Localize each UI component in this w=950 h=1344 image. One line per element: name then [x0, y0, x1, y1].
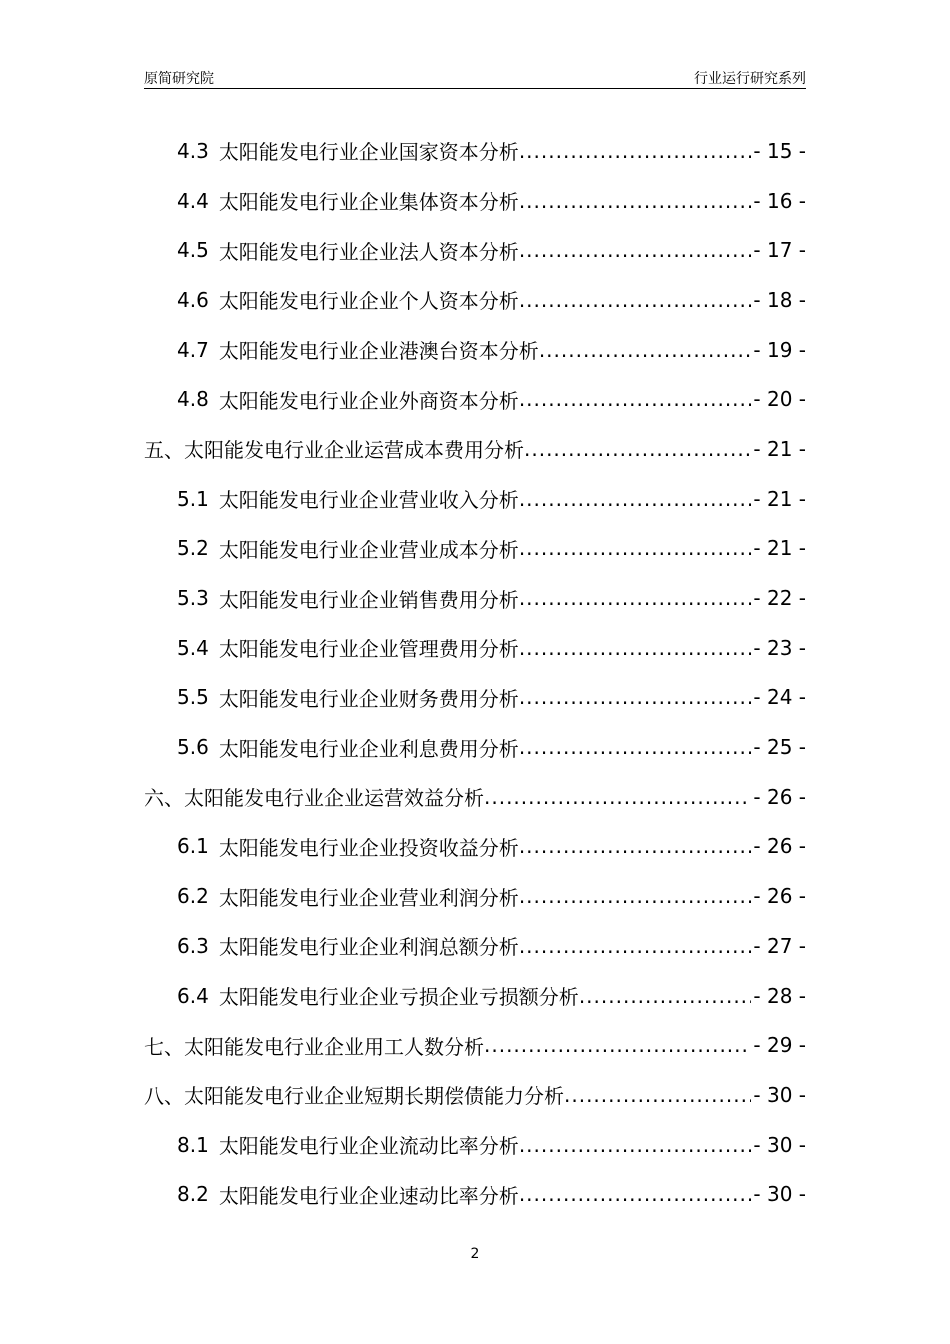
- toc-entry[interactable]: [144, 573, 806, 623]
- toc-entry-title: 太阳能发电行业企业个人资本分析: [218, 289, 519, 314]
- toc-entry-number: 6.4: [177, 983, 209, 1008]
- toc-entry-title: 太阳能发电行业企业营业成本分析: [218, 537, 519, 562]
- toc-entry-title: 太阳能发电行业企业利润总额分析: [218, 935, 519, 960]
- toc-entry-title: 八、太阳能发电行业企业短期长期偿债能力分析: [144, 1084, 564, 1109]
- page-number: 2: [470, 1246, 480, 1262]
- toc-entry-number: 8.2: [177, 1182, 209, 1207]
- toc-entry-title: 五、太阳能发电行业企业运营成本费用分析: [144, 438, 524, 463]
- toc-leader-dots: [519, 387, 752, 411]
- toc-entry-title: 太阳能发电行业企业速动比率分析: [218, 1183, 519, 1208]
- toc-leader-dots: [519, 189, 752, 213]
- toc-entry-page: - 28 -: [753, 983, 806, 1008]
- toc-entry-title: 七、太阳能发电行业企业用工人数分析: [144, 1034, 484, 1059]
- toc-entry-number: 4.8: [177, 387, 209, 412]
- toc-entry-page: - 30 -: [753, 1182, 806, 1207]
- toc-entry-number: 5.1: [177, 486, 209, 511]
- toc-entry-number: 4.5: [177, 238, 209, 263]
- toc-entry[interactable]: [144, 1020, 806, 1070]
- toc-entry-title: 太阳能发电行业企业财务费用分析: [218, 686, 519, 711]
- toc-entry-title: 六、太阳能发电行业企业运营效益分析: [144, 786, 484, 811]
- toc-entry[interactable]: [144, 1120, 806, 1170]
- toc-entry-page: - 17 -: [753, 238, 806, 263]
- toc-entry[interactable]: [144, 474, 806, 524]
- toc-leader-dots: [519, 884, 752, 908]
- toc-entry-page: - 21 -: [753, 486, 806, 511]
- toc-entry-number: 4.6: [177, 287, 209, 312]
- toc-entry[interactable]: [144, 623, 806, 673]
- toc-leader-dots: [519, 288, 752, 312]
- toc-entry-page: - 19 -: [753, 337, 806, 362]
- toc-entry[interactable]: [144, 673, 806, 723]
- toc-entry-page: - 15 -: [753, 138, 806, 163]
- toc-entry-page: - 29 -: [753, 1033, 806, 1058]
- toc-entry-title: 太阳能发电行业企业利息费用分析: [218, 736, 519, 761]
- header-series-name: 行业运行研究系列: [694, 71, 806, 87]
- toc-leader-dots: [519, 586, 752, 610]
- toc-entry-page: - 26 -: [753, 884, 806, 909]
- toc-leader-dots: [519, 1133, 752, 1157]
- toc-entry[interactable]: [144, 772, 806, 822]
- toc-entry-number: 5.4: [177, 635, 209, 660]
- toc-entry-page: - 21 -: [753, 436, 806, 461]
- toc-entry[interactable]: [144, 524, 806, 574]
- toc-entry-page: - 20 -: [753, 387, 806, 412]
- toc-entry[interactable]: [144, 225, 806, 275]
- toc-entry-page: - 30 -: [753, 1082, 806, 1107]
- toc-leader-dots: [519, 685, 752, 709]
- toc-leader-dots: [519, 487, 752, 511]
- toc-entry[interactable]: [144, 822, 806, 872]
- toc-entry-page: - 26 -: [753, 784, 806, 809]
- toc-entry-number: 4.7: [177, 337, 209, 362]
- toc-entry-title: 太阳能发电行业企业营业收入分析: [218, 488, 519, 513]
- toc-entry[interactable]: [144, 1169, 806, 1219]
- toc-entry[interactable]: [144, 126, 806, 176]
- toc-leader-dots: [519, 238, 752, 262]
- toc-entry[interactable]: [144, 424, 806, 474]
- table-of-contents: [144, 126, 806, 1219]
- toc-entry-number: 5.3: [177, 586, 209, 611]
- toc-entry[interactable]: [144, 374, 806, 424]
- toc-entry-number: 4.3: [177, 138, 209, 163]
- toc-entry[interactable]: [144, 275, 806, 325]
- toc-entry-page: - 30 -: [753, 1132, 806, 1157]
- toc-entry-page: - 24 -: [753, 685, 806, 710]
- toc-entry-page: - 22 -: [753, 586, 806, 611]
- toc-entry[interactable]: [144, 871, 806, 921]
- toc-leader-dots: [564, 1083, 751, 1107]
- toc-entry[interactable]: [144, 1070, 806, 1120]
- toc-entry-title: 太阳能发电行业企业亏损企业亏损额分析: [218, 985, 579, 1010]
- toc-entry-page: - 25 -: [753, 735, 806, 760]
- toc-leader-dots: [519, 834, 752, 858]
- toc-leader-dots: [519, 536, 752, 560]
- toc-leader-dots: [484, 785, 751, 809]
- toc-entry[interactable]: [144, 325, 806, 375]
- toc-entry-title: 太阳能发电行业企业投资收益分析: [218, 835, 519, 860]
- toc-entry[interactable]: [144, 722, 806, 772]
- toc-entry-page: - 26 -: [753, 834, 806, 859]
- toc-entry-number: 5.6: [177, 735, 209, 760]
- toc-leader-dots: [519, 139, 752, 163]
- toc-entry-title: 太阳能发电行业企业国家资本分析: [218, 140, 519, 165]
- toc-leader-dots: [539, 338, 752, 362]
- toc-entry-page: - 23 -: [753, 635, 806, 660]
- toc-entry-page: - 27 -: [753, 933, 806, 958]
- toc-entry[interactable]: [144, 921, 806, 971]
- toc-entry-title: 太阳能发电行业企业集体资本分析: [218, 190, 519, 215]
- toc-leader-dots: [524, 437, 751, 461]
- toc-leader-dots: [519, 735, 752, 759]
- toc-leader-dots: [579, 984, 752, 1008]
- toc-entry-title: 太阳能发电行业企业销售费用分析: [218, 587, 519, 612]
- toc-leader-dots: [519, 636, 752, 660]
- toc-entry-number: 5.5: [177, 685, 209, 710]
- toc-entry-title: 太阳能发电行业企业港澳台资本分析: [218, 339, 539, 364]
- toc-leader-dots: [484, 1033, 751, 1057]
- toc-entry-page: - 16 -: [753, 188, 806, 213]
- toc-entry-number: 6.1: [177, 834, 209, 859]
- toc-entry[interactable]: [144, 176, 806, 226]
- toc-entry-title: 太阳能发电行业企业法人资本分析: [218, 239, 519, 264]
- toc-entry-number: 6.3: [177, 933, 209, 958]
- toc-entry-page: - 21 -: [753, 536, 806, 561]
- toc-entry-number: 5.2: [177, 536, 209, 561]
- toc-entry-title: 太阳能发电行业企业流动比率分析: [218, 1134, 519, 1159]
- header-org-name: 原简研究院: [144, 71, 214, 87]
- page-header: [144, 66, 806, 89]
- toc-entry-number: 4.4: [177, 188, 209, 213]
- toc-entry-page: - 18 -: [753, 287, 806, 312]
- toc-entry-title: 太阳能发电行业企业营业利润分析: [218, 885, 519, 910]
- toc-leader-dots: [519, 1182, 752, 1206]
- toc-entry-number: 8.1: [177, 1132, 209, 1157]
- toc-entry-title: 太阳能发电行业企业外商资本分析: [218, 388, 519, 413]
- toc-entry-title: 太阳能发电行业企业管理费用分析: [218, 637, 519, 662]
- toc-entry[interactable]: [144, 971, 806, 1021]
- toc-entry-number: 6.2: [177, 884, 209, 909]
- toc-leader-dots: [519, 934, 752, 958]
